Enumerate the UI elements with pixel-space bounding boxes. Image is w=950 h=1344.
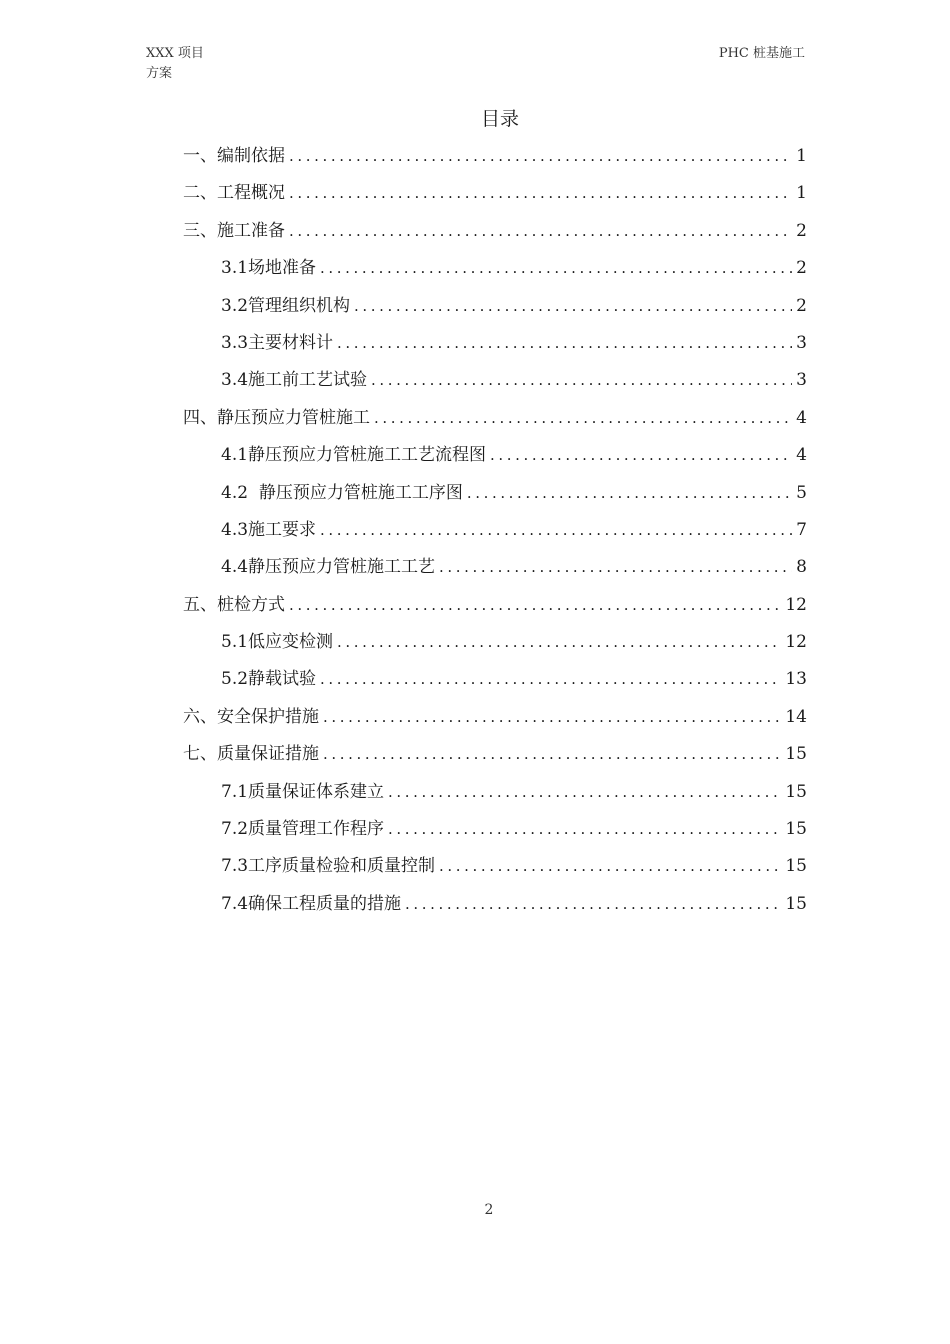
toc-entry-label: 7.2质量管理工作程序 <box>221 819 385 840</box>
toc-entry-page: 1 <box>796 183 807 204</box>
toc-dot-leader <box>374 402 792 434</box>
toc-entry-page: 13 <box>785 669 807 690</box>
toc-dot-leader <box>439 551 792 583</box>
toc-entry[interactable] <box>183 701 807 738</box>
toc-entry-label: 一、编制依据 <box>183 146 285 166</box>
toc-dot-leader <box>467 477 792 509</box>
toc-entry-label: 3.4施工前工艺试验 <box>221 370 368 391</box>
toc-entry[interactable] <box>183 813 807 850</box>
toc-entry-label: 七、质量保证措施 <box>183 744 319 765</box>
toc-entry[interactable] <box>183 850 807 887</box>
toc-dot-leader <box>320 514 792 546</box>
toc-entry-page: 15 <box>785 893 807 914</box>
toc-entry-label: 4.4静压预应力管桩施工工艺 <box>221 557 436 578</box>
toc-entry-page: 8 <box>796 557 807 578</box>
toc-dot-leader <box>323 701 781 733</box>
toc-entry-page: 2 <box>796 295 807 316</box>
toc-entry-page: 12 <box>785 594 807 615</box>
toc-entry-page: 15 <box>785 819 807 840</box>
toc-dot-leader <box>439 850 781 882</box>
toc-entry-label: 4.1静压预应力管桩施工工艺流程图 <box>221 445 487 466</box>
page-number: 2 <box>484 1202 494 1218</box>
toc-entry[interactable] <box>183 140 807 177</box>
toc-entry[interactable] <box>183 663 807 700</box>
toc-entry[interactable] <box>183 177 807 214</box>
toc-dot-leader <box>320 252 792 284</box>
header-doc-title: PHC 桩基施工 <box>718 46 805 61</box>
toc-dot-leader <box>388 776 781 808</box>
toc-entry-label: 二、工程概况 <box>183 183 285 204</box>
toc-entry[interactable] <box>183 439 807 476</box>
toc-entry-label: 3.3主要材料计 <box>221 332 334 353</box>
toc-entry-page: 3 <box>796 332 807 353</box>
toc-entry-page: 15 <box>785 856 807 877</box>
toc-entry-label: 六、安全保护措施 <box>183 706 319 727</box>
header-project-line1: XXX 项目 <box>146 46 204 61</box>
toc-entry[interactable] <box>183 402 807 439</box>
toc-entry-label: 7.3工序质量检验和质量控制 <box>221 856 436 877</box>
toc-entry[interactable] <box>183 738 807 775</box>
toc-entry-label: 4.2 静压预应力管桩施工工序图 <box>221 482 463 503</box>
toc-entry-page: 12 <box>785 632 807 653</box>
header-project-line2: 方案 <box>146 66 173 81</box>
toc-dot-leader <box>371 364 792 396</box>
toc-dot-leader <box>388 813 781 845</box>
toc-entry-label: 7.4确保工程质量的措施 <box>221 893 402 914</box>
toc-entry[interactable] <box>183 551 807 588</box>
toc-entry-page: 4 <box>796 407 807 428</box>
toc-entry[interactable] <box>183 888 807 925</box>
header-project <box>146 44 204 84</box>
toc-entry-label: 3.2管理组织机构 <box>221 295 351 316</box>
toc-entry[interactable] <box>183 589 807 626</box>
toc-dot-leader <box>337 327 792 359</box>
toc-entry[interactable] <box>183 252 807 289</box>
toc-entry-label: 五、桩检方式 <box>183 594 285 615</box>
toc-entry-label: 7.1质量保证体系建立 <box>221 781 385 802</box>
toc-entry[interactable] <box>183 215 807 252</box>
toc-entry-page: 4 <box>796 445 807 466</box>
toc-entry[interactable] <box>183 290 807 327</box>
toc-entry-label: 三、施工准备 <box>183 220 285 241</box>
toc-entry-page: 7 <box>796 519 807 540</box>
toc-dot-leader <box>289 215 792 247</box>
toc-dot-leader <box>289 140 792 172</box>
toc-entry-page: 5 <box>796 482 807 503</box>
toc-dot-leader <box>289 177 792 209</box>
toc-dot-leader <box>354 290 792 322</box>
toc-entry-page: 15 <box>785 744 807 765</box>
toc-entry[interactable] <box>183 477 807 514</box>
toc-entry-label: 5.1低应变检测 <box>221 632 334 653</box>
toc-dot-leader <box>323 738 781 770</box>
toc-dot-leader <box>320 663 781 695</box>
toc-entry-page: 1 <box>796 146 807 166</box>
toc-entry[interactable] <box>183 626 807 663</box>
toc-entry-page: 15 <box>785 781 807 802</box>
toc-entry-page: 2 <box>796 258 807 279</box>
toc-entry-label: 四、静压预应力管桩施工 <box>183 407 370 428</box>
toc-title: 目录 <box>480 108 519 130</box>
toc-entry[interactable] <box>183 364 807 401</box>
toc-dot-leader <box>490 439 792 471</box>
toc-dot-leader <box>405 888 781 920</box>
toc-entry-label: 5.2静载试验 <box>221 669 317 690</box>
toc-entry-page: 2 <box>796 220 807 241</box>
toc-entry-page: 3 <box>796 370 807 391</box>
toc-entry[interactable] <box>183 514 807 551</box>
toc-entry-label: 3.1场地准备 <box>221 258 317 279</box>
toc-entry-page: 14 <box>785 706 807 727</box>
toc-dot-leader <box>289 589 781 621</box>
toc-dot-leader <box>337 626 781 658</box>
toc-entry-label: 4.3施工要求 <box>221 519 317 540</box>
toc-entry[interactable] <box>183 327 807 364</box>
toc-entry[interactable] <box>183 776 807 813</box>
table-of-contents <box>183 140 807 925</box>
